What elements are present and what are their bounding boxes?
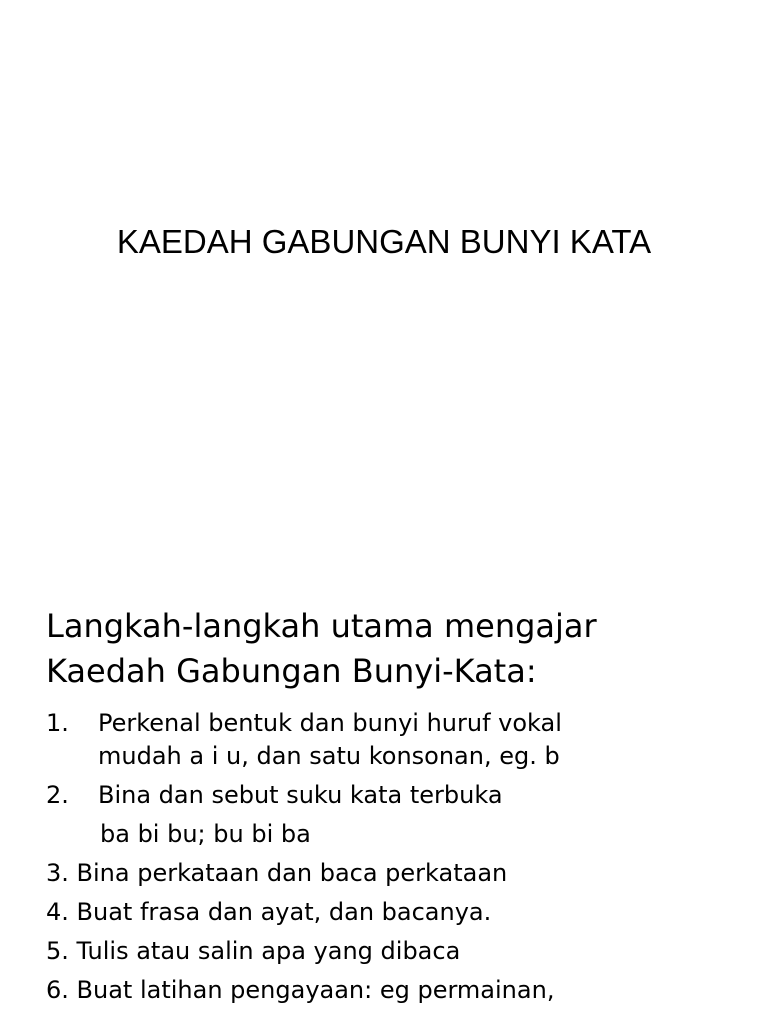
step-number: 1. (46, 709, 69, 737)
syllable-examples: ba bi bu; bu bi ba (100, 820, 311, 848)
step-3: 3. Bina perkataan dan baca perkataan (46, 859, 508, 887)
heading-line-1: Langkah-langkah utama mengajar (46, 607, 597, 645)
steps-section (46, 604, 756, 1010)
section-heading (46, 604, 756, 694)
heading-line-2: Kaedah Gabungan Bunyi-Kata: (46, 652, 537, 690)
step-6: 6. Buat latihan pengayaan: eg permainan, (46, 976, 555, 1004)
step-4: 4. Buat frasa dan ayat, dan bacanya. (46, 898, 492, 926)
slide-title: KAEDAH GABUNGAN BUNYI KATA (116, 223, 652, 260)
step-text-continued: mudah a i u, dan satu konsonan, eg. b (98, 742, 560, 770)
step-text: Perkenal bentuk dan bunyi huruf vokal (98, 709, 562, 737)
step-2 (46, 776, 756, 854)
step-number: 2. (46, 781, 69, 809)
step-1 (46, 704, 756, 776)
steps-list (46, 704, 756, 1010)
step-text: Bina dan sebut suku kata terbuka (98, 781, 503, 809)
step-5: 5. Tulis atau salin apa yang dibaca (46, 937, 461, 965)
